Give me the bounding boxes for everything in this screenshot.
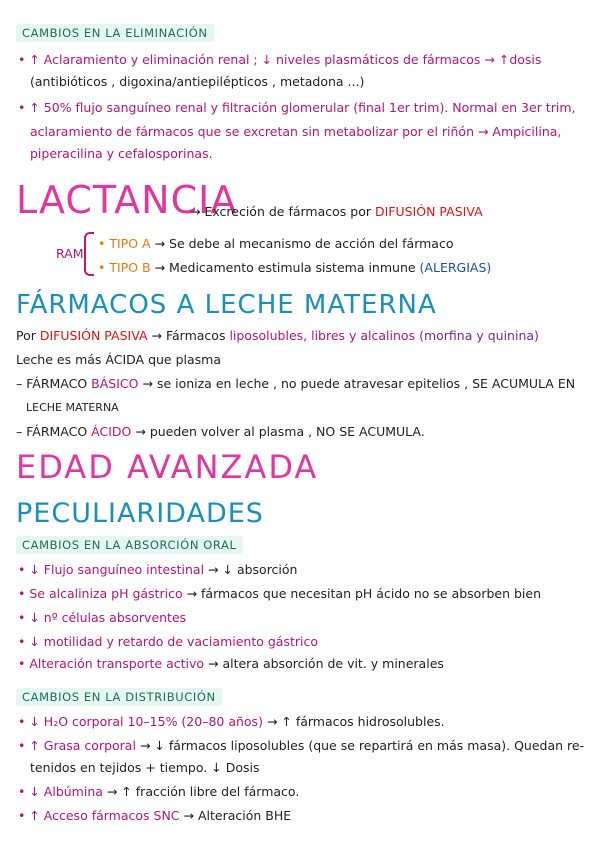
- distribucion-line-5: [18, 808, 291, 824]
- heading-label: CAMBIOS EN LA DISTRIBUCIÓN: [16, 688, 222, 706]
- ram-tipo-a: [98, 236, 453, 252]
- leche-line-5: [16, 424, 425, 440]
- tipo-b-key: (ALERGIAS): [419, 260, 492, 275]
- absorcion-l1-post: → ↓ absorción: [208, 562, 298, 577]
- leche-line-2: Leche es más ÁCIDA que plasma: [16, 352, 222, 367]
- leche-l5-key: ÁCIDO: [91, 424, 132, 439]
- title-edad-avanzada: EDAD AVANZADA: [16, 448, 319, 486]
- tipo-b-label: • TIPO B: [98, 260, 151, 275]
- distribucion-line-4: [18, 784, 299, 800]
- note-line: piperacilina y cefalosporinas.: [30, 146, 213, 161]
- distribucion-line-3: tenidos en tejidos + tiempo. ↓ Dosis: [30, 760, 260, 775]
- absorcion-l2-pre: • Se alcaliniza pH gástrico: [18, 586, 183, 601]
- absorcion-line-3: • ↓ nº células absorventes: [18, 610, 187, 625]
- absorcion-l2-post: → fármacos que necesitan pH ácido no se absorben bien: [186, 586, 542, 601]
- leche-line-1: [16, 328, 539, 344]
- absorcion-line-5: [18, 656, 444, 672]
- leche-line-4: LECHE MATERNA: [26, 401, 119, 414]
- absorcion-l5-post: → altera absorción de vit. y minerales: [208, 656, 444, 671]
- distribucion-l1-post: → ↑ fármacos hidrosolubles.: [266, 714, 445, 729]
- lactancia-desc-key: DIFUSIÓN PASIVA: [374, 204, 483, 219]
- distribucion-l2-post: → ↓ fármacos liposolubles (que se repartirá en más masa). Quedan re-: [139, 738, 585, 753]
- leche-l5-post: → pueden volver al plasma , NO SE ACUMULA.: [135, 424, 425, 439]
- ram-tipo-b: [98, 260, 491, 276]
- distribucion-l2-pre: • ↑ Grasa corporal: [18, 738, 136, 753]
- heading-label: CAMBIOS EN LA ELIMINACIÓN: [16, 24, 214, 42]
- tipo-a-desc: → Se debe al mecanismo de acción del fármaco: [154, 236, 454, 251]
- note-line: • ↑ Aclaramiento y eliminación renal ; ↓ niveles plasmáticos de fármacos → ↑dosis: [18, 52, 542, 67]
- leche-l3-pre: – FÁRMACO: [16, 376, 88, 391]
- absorcion-l1-pre: • ↓ Flujo sanguíneo intestinal: [18, 562, 205, 577]
- distribucion-line-1: [18, 714, 445, 730]
- lactancia-desc: [190, 204, 483, 220]
- note-line: (antibióticos , digoxina/antiepilépticos , metadona ...): [30, 74, 365, 89]
- leche-line-3: [16, 376, 575, 392]
- distribucion-l1-pre: • ↓ H₂O corporal 10–15% (20–80 años): [18, 714, 263, 729]
- title-lactancia: LACTANCIA: [16, 178, 238, 222]
- ram-label: RAM: [56, 246, 84, 261]
- leche-l1-post: (morfina y quinina): [419, 328, 539, 343]
- section-heading-eliminacion: [16, 24, 214, 42]
- brace-icon: [84, 232, 94, 276]
- absorcion-line-4: • ↓ motilidad y retardo de vaciamiento gástrico: [18, 634, 318, 649]
- leche-l5-pre: – FÁRMACO: [16, 424, 88, 439]
- section-heading-distribucion: [16, 688, 222, 706]
- leche-l1-key2: liposolubles, libres y alcalinos: [229, 328, 416, 343]
- note-line: aclaramiento de fármacos que se excretan sin metabolizar por el riñón → Ampicilina,: [30, 124, 562, 139]
- distribucion-l5-pre: • ↑ Acceso fármacos SNC: [18, 808, 180, 823]
- absorcion-l5-pre: • Alteración transporte activo: [18, 656, 205, 671]
- distribucion-l4-pre: • ↓ Albúmina: [18, 784, 103, 799]
- title-peculiaridades: PECULIARIDADES: [16, 498, 264, 529]
- lactancia-desc-pre: → Excreción de fármacos por: [190, 204, 371, 219]
- leche-l1-mid: → Fármacos: [151, 328, 226, 343]
- section-heading-absorcion: [16, 536, 243, 554]
- leche-l1-pre: Por: [16, 328, 36, 343]
- distribucion-l4-post: → ↑ fracción libre del fármaco.: [106, 784, 300, 799]
- distribucion-line-2: [18, 738, 584, 754]
- tipo-b-desc: → Medicamento estimula sistema inmune: [154, 260, 416, 275]
- distribucion-l5-post: → Alteración BHE: [183, 808, 292, 823]
- absorcion-line-1: [18, 562, 297, 578]
- leche-l3-post: → se ioniza en leche , no puede atravesar epitelios , SE ACUMULA EN: [142, 376, 576, 391]
- absorcion-line-2: [18, 586, 541, 602]
- leche-l3-key: BÁSICO: [91, 376, 139, 391]
- leche-l1-key: DIFUSIÓN PASIVA: [39, 328, 148, 343]
- title-farmacos-leche: FÁRMACOS A LECHE MATERNA: [16, 290, 437, 320]
- heading-label: CAMBIOS EN LA ABSORCIÓN ORAL: [16, 536, 243, 554]
- note-line: • ↑ 50% flujo sanguíneo renal y filtración glomerular (final 1er trim). Normal en 3er trim,: [18, 100, 576, 115]
- tipo-a-label: • TIPO A: [98, 236, 151, 251]
